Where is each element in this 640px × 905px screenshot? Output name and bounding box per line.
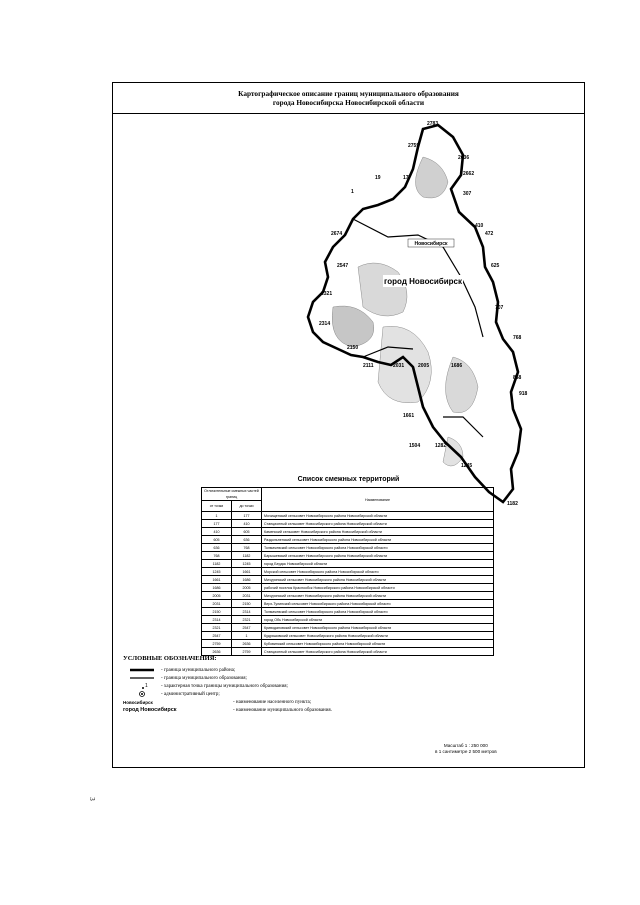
cell-to: 2759: [232, 648, 262, 656]
point-label: 2031: [393, 363, 405, 369]
cell-from: 768: [202, 552, 232, 560]
cell-from: 2636: [202, 648, 232, 656]
scale-meters: в 1 сантиметре 2 500 метров: [435, 749, 497, 754]
point-label: 707: [495, 305, 504, 311]
legend-center-text: - административный центр;: [161, 691, 220, 697]
cell-from: 1182: [202, 560, 232, 568]
point-label: 2111: [363, 363, 374, 369]
point-label: 2005: [418, 363, 430, 369]
cell-name: рабочий поселок Краснообск Новосибирского района Новосибирской области: [262, 584, 494, 592]
point-label: 625: [491, 263, 500, 269]
point-label: 1282: [435, 443, 447, 449]
admin-center-icon: [129, 690, 155, 698]
table-row: [202, 624, 494, 632]
point-label: 177: [403, 175, 412, 181]
point-label: 1: [351, 189, 354, 195]
point-label: 1245: [461, 463, 473, 469]
cell-name: Верх-Тулинский сельсовет Новосибирского района Новосибирской области: [262, 600, 494, 608]
cell-name: Мичуринский сельсовет Новосибирского района Новосибирской области: [262, 576, 494, 584]
cell-from: 2150: [202, 608, 232, 616]
cell-to: 2005: [232, 584, 262, 592]
cell-name: Толмачевский сельсовет Новосибирского района Новосибирской области: [262, 544, 494, 552]
scale-ratio: Масштаб 1 : 250 000: [443, 743, 488, 748]
legend-row-settlement: [123, 698, 583, 706]
point-icon: [129, 682, 155, 690]
cell-from: 605: [202, 536, 232, 544]
table-row: [202, 544, 494, 552]
point-label: 1182: [507, 501, 518, 507]
cell-to: 410: [232, 520, 262, 528]
cell-name: Кубовинский сельсовет Новосибирского района Новосибирской области: [262, 640, 494, 648]
point-label: 2314: [319, 321, 331, 327]
point-label: 19: [375, 175, 381, 181]
cell-from: 1686: [202, 584, 232, 592]
legend-title: УСЛОВНЫЕ ОБОЗНАЧЕНИЯ:: [123, 655, 217, 662]
point-label: 307: [463, 191, 472, 197]
point-label: 1504: [409, 443, 421, 449]
adjacent-territories-table: [201, 487, 494, 656]
table-row: [202, 576, 494, 584]
legend-row-point: [129, 682, 583, 690]
point-label: 1661: [403, 413, 415, 419]
page-number: 3: [87, 797, 96, 801]
title-line-1: Картографическое описание границ муниципального образования: [238, 89, 459, 98]
cell-to: 2547: [232, 624, 262, 632]
cell-from: 2314: [202, 616, 232, 624]
table-row: [202, 520, 494, 528]
legend-row-municipal-name: [123, 706, 583, 714]
document-frame: [112, 82, 585, 768]
cell-from: 177: [202, 520, 232, 528]
cell-to: 1: [232, 632, 262, 640]
header-points: Отличительные смежных частей границ: [202, 488, 262, 501]
title-line-2: города Новосибирска Новосибирской области: [272, 98, 425, 107]
point-label: 2783: [427, 121, 439, 127]
cell-to: 2636: [232, 640, 262, 648]
table-row: [202, 528, 494, 536]
table-row: [202, 568, 494, 576]
table-row: [202, 600, 494, 608]
legend-municipal-text: - граница муниципального образования;: [161, 675, 247, 681]
cell-name: Раздольненский сельсовет Новосибирского района Новосибирской области: [262, 536, 494, 544]
cell-to: 1686: [232, 576, 262, 584]
cell-name: Каменский сельсовет Новосибирского района Новосибирской области: [262, 528, 494, 536]
header-from: от точки: [202, 501, 232, 512]
cell-from: 2321: [202, 624, 232, 632]
cell-to: 1661: [232, 568, 262, 576]
title-box: [113, 83, 584, 114]
thick-line-icon: [129, 668, 155, 672]
point-label: 1686: [451, 363, 463, 369]
cell-name: город Обь Новосибирской области: [262, 616, 494, 624]
city-label: город Новосибирск: [384, 277, 462, 286]
table-row: [202, 512, 494, 520]
cell-to: 636: [232, 536, 262, 544]
table-row: [202, 560, 494, 568]
cell-name: Толмачевский сельсовет Новосибирского района Новосибирской области: [262, 608, 494, 616]
legend-district-text: - граница муниципального района;: [161, 667, 236, 673]
point-label: 2547: [337, 263, 349, 269]
cell-from: 1245: [202, 568, 232, 576]
point-label: 768: [513, 335, 522, 341]
cell-name: Барышевский сельсовет Новосибирского района Новосибирской области: [262, 552, 494, 560]
scale-block: [435, 743, 497, 755]
settlement-desc: - наименование населенного пункта;: [233, 699, 312, 705]
table-row: [202, 616, 494, 624]
table-row: [202, 536, 494, 544]
cell-to: 2321: [232, 616, 262, 624]
table-row: [202, 584, 494, 592]
boundary-map: [213, 117, 553, 507]
list-title: Список смежных территорий: [297, 476, 400, 483]
legend-row-district: [129, 666, 583, 674]
point-label: 2150: [347, 345, 359, 351]
header-name: Наименование: [262, 488, 494, 512]
cell-to: 2150: [232, 600, 262, 608]
point-label: 410: [475, 223, 484, 229]
cell-name: Криводановский сельсовет Новосибирского района Новосибирской области: [262, 624, 494, 632]
cell-name: Кудряшовский сельсовет Новосибирского района Новосибирской области: [262, 632, 494, 640]
table-row: [202, 552, 494, 560]
cell-from: 410: [202, 528, 232, 536]
municipal-desc: - наименование муниципального образования.: [233, 707, 332, 713]
cell-to: 768: [232, 544, 262, 552]
cell-from: 2547: [202, 632, 232, 640]
cell-from: 2031: [202, 600, 232, 608]
cell-from: 636: [202, 544, 232, 552]
table-row: [202, 608, 494, 616]
point-label: 918: [519, 391, 528, 397]
table-row: [202, 592, 494, 600]
cell-name: Мичуринский сельсовет Новосибирского района Новосибирской области: [262, 592, 494, 600]
point-label: 2636: [458, 155, 470, 161]
cell-from: 2759: [202, 640, 232, 648]
municipal-example: город Новосибирск: [123, 707, 177, 713]
thin-line-icon: [129, 676, 155, 680]
cell-name: Станционный сельсовет Новосибирского района Новосибирской области: [262, 520, 494, 528]
table-row: [202, 632, 494, 640]
cell-name: Морской сельсовет Новосибирского района Новосибирской области: [262, 568, 494, 576]
legend-row-municipal: [129, 674, 583, 682]
cell-from: 1: [202, 512, 232, 520]
point-label: 2759: [408, 143, 420, 149]
cell-to: 177: [232, 512, 262, 520]
cell-name: город Бердск Новосибирской области: [262, 560, 494, 568]
legend-point-text: - характерная точка границы муниципального образования;: [161, 683, 288, 689]
point-label: 858: [513, 375, 522, 381]
legend-row-center: [129, 690, 583, 698]
table-row: [202, 640, 494, 648]
cell-name: Станционный сельсовет Новосибирского района Новосибирской области: [262, 648, 494, 656]
settlement-example: Новосибирск: [123, 699, 153, 705]
cell-to: 1245: [232, 560, 262, 568]
cell-from: 1661: [202, 576, 232, 584]
legend: [123, 655, 583, 714]
cell-from: 2005: [202, 592, 232, 600]
cell-to: 1182: [232, 552, 262, 560]
cell-to: 2031: [232, 592, 262, 600]
point-symbol-label: 1: [145, 683, 148, 689]
settlement-label: Новосибирск: [414, 241, 448, 247]
point-label: 2662: [463, 171, 475, 177]
header-to: до точки: [232, 501, 262, 512]
point-label: 2321: [321, 291, 333, 297]
cell-to: 605: [232, 528, 262, 536]
cell-name: Мочищенский сельсовет Новосибирского района Новосибирской области: [262, 512, 494, 520]
point-label: 2674: [331, 231, 343, 237]
point-label: 472: [485, 231, 494, 237]
cell-to: 2314: [232, 608, 262, 616]
